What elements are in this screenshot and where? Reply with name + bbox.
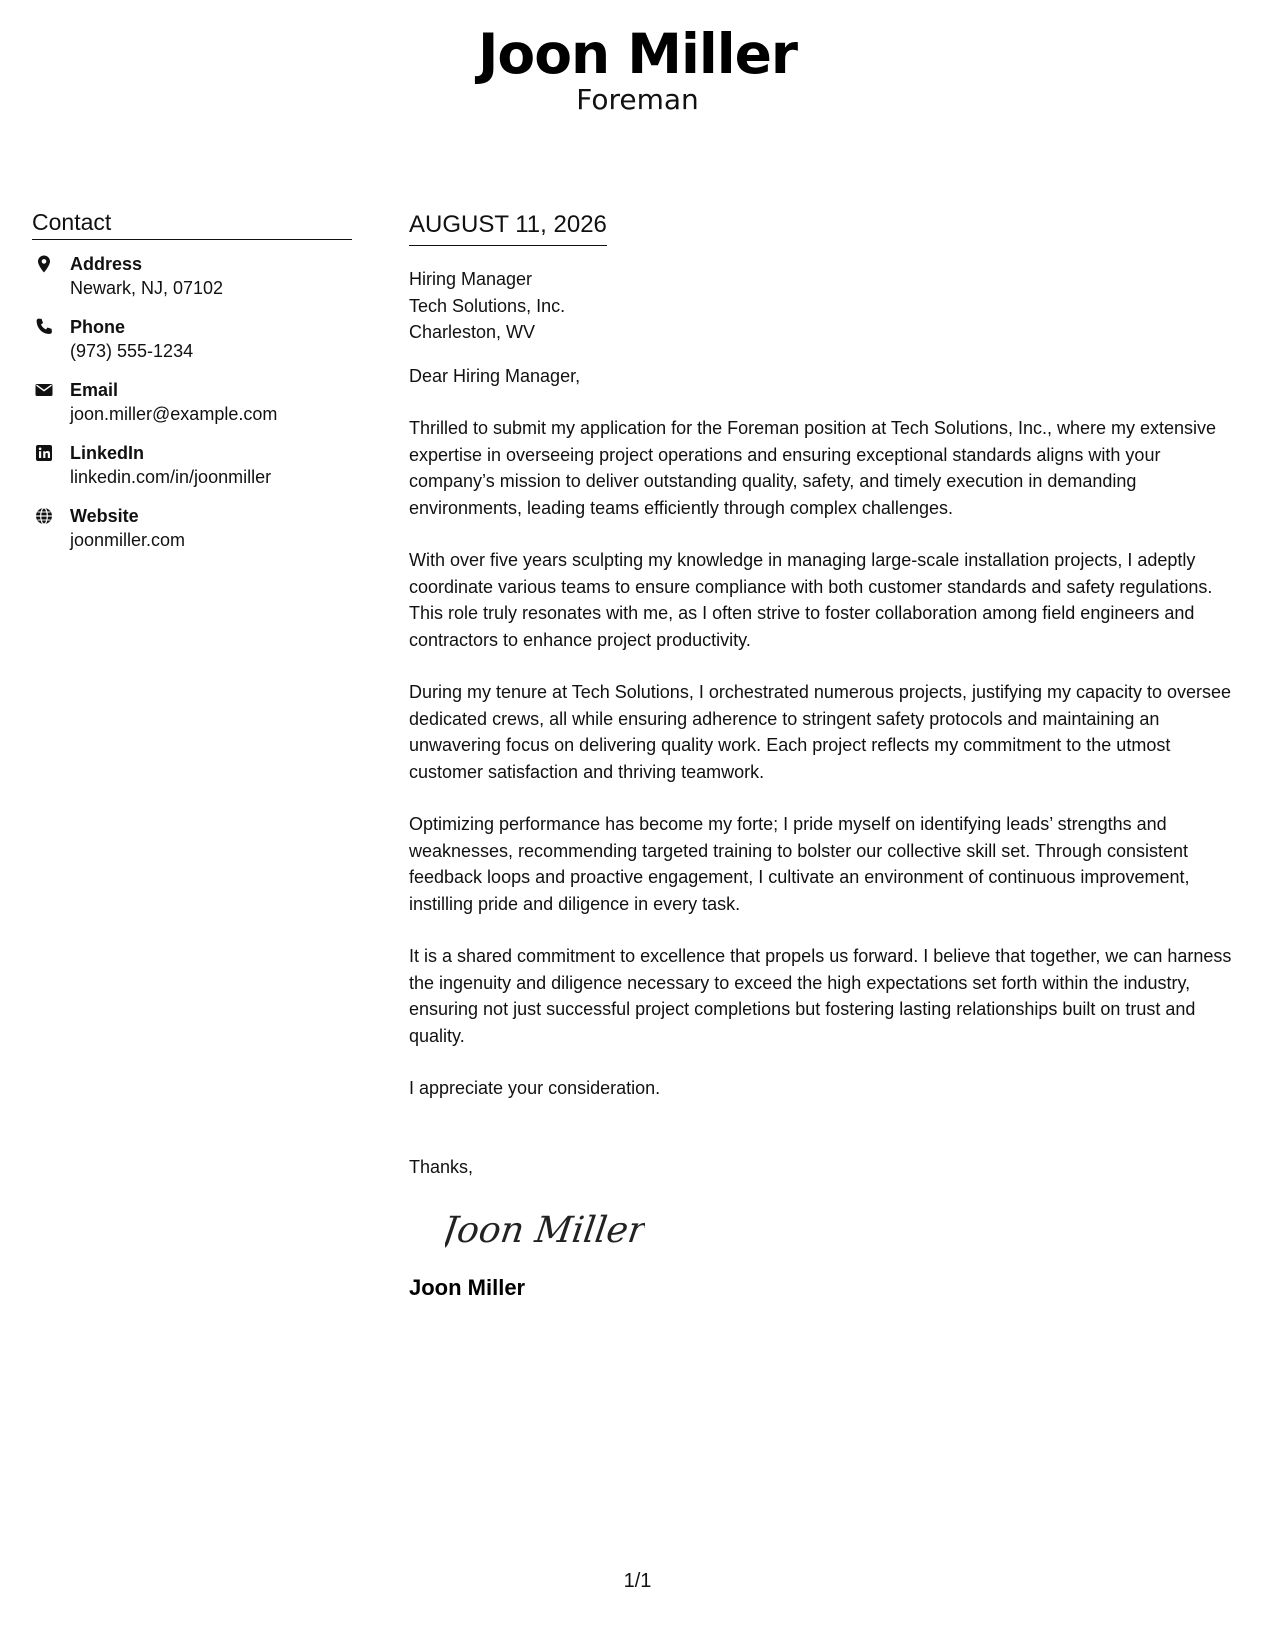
date-block bbox=[409, 209, 607, 246]
signer-name: Joon Miller bbox=[409, 1275, 526, 1300]
contact-label: LinkedIn bbox=[70, 443, 145, 463]
recipient-line: Hiring Manager bbox=[409, 269, 533, 289]
handwritten-signature bbox=[445, 1202, 645, 1258]
contact-item-website bbox=[32, 504, 352, 567]
body-paragraph: Optimizing performance has become my forte; I pride myself on identifying leads’ strengths and weaknesses, recommending targeted training to bolster our collective skill set. Through consistent feedback loops and proactive engagement, I cultivate an environment of continuous improvement, instilling pride and diligence in every task. bbox=[409, 814, 1190, 914]
contact-label: Phone bbox=[70, 317, 126, 337]
contact-label: Address bbox=[70, 254, 143, 274]
recipient-block bbox=[409, 266, 1249, 346]
body-paragraph: During my tenure at Tech Solutions, I orchestrated numerous projects, justifying my capacity to oversee dedicated crews, all while ensuring adherence to stringent safety protocols and maintaining an unwavering focus on delivering quality work. Each project reflects my commitment to the utmost customer satisfaction and thriving teamwork. bbox=[409, 682, 1232, 782]
contact-label: Website bbox=[70, 506, 139, 526]
letter-date: AUGUST 11, 2026 bbox=[409, 211, 607, 238]
contact-value: (973) 555-1234 bbox=[70, 341, 194, 361]
contact-value: joon.miller@example.com bbox=[70, 404, 278, 424]
body-paragraph: With over five years sculpting my knowledge in managing large-scale installation projects, I adeptly coordinate various teams to ensure compliance with both customer standards and safety regulations. This role truly resonates with me, as I often strive to foster collaboration among field engineers and contractors to enhance project productivity. bbox=[409, 550, 1213, 650]
body-paragraph: Thrilled to submit my application for the Foreman position at Tech Solutions, Inc., where my extensive expertise in overseeing project operations and ensuring exceptional standards aligns with your company’s mission to deliver outstanding quality, safety, and timely execution in demanding environments, leading teams efficiently through complex challenges. bbox=[409, 418, 1217, 518]
letter-body bbox=[409, 209, 1249, 1302]
contact-value: Newark, NJ, 07102 bbox=[70, 278, 224, 298]
recipient-line: Charleston, WV bbox=[409, 322, 536, 342]
contact-item-address bbox=[32, 252, 352, 315]
applicant-name: Joon Miller bbox=[477, 22, 798, 86]
envelope-icon bbox=[34, 380, 54, 400]
contact-label: Email bbox=[70, 380, 119, 400]
contact-value: joonmiller.com bbox=[70, 530, 186, 550]
contact-sidebar bbox=[32, 207, 352, 567]
phone-icon bbox=[34, 317, 54, 337]
contact-item-email bbox=[32, 378, 352, 441]
signoff: Thanks, bbox=[409, 1156, 474, 1177]
letter-header bbox=[0, 22, 1275, 118]
contact-list bbox=[32, 252, 352, 567]
closing-line: I appreciate your consideration. bbox=[409, 1078, 661, 1098]
body-paragraph: It is a shared commitment to excellence that propels us forward. I believe that together, we can harness the ingenuity and diligence necessary to exceed the high expectations set forth within the industry, ensuring not just successful project completions but fostering lasting relationships built on trust and quality. bbox=[409, 946, 1232, 1046]
salutation: Dear Hiring Manager, bbox=[409, 365, 581, 386]
contact-value: linkedin.com/in/joonmiller bbox=[70, 467, 272, 487]
globe-icon bbox=[34, 506, 54, 526]
contact-item-linkedin bbox=[32, 441, 352, 504]
map-pin-icon bbox=[34, 254, 54, 274]
svg-text:Joon Miller: Joon Miller bbox=[445, 1208, 645, 1251]
contact-heading: Contact bbox=[32, 207, 352, 240]
recipient-line: Tech Solutions, Inc. bbox=[409, 295, 566, 316]
applicant-title: Foreman bbox=[576, 83, 699, 116]
contact-item-phone bbox=[32, 315, 352, 378]
linkedin-icon bbox=[34, 443, 54, 463]
page-number: 1/1 bbox=[623, 1570, 652, 1592]
